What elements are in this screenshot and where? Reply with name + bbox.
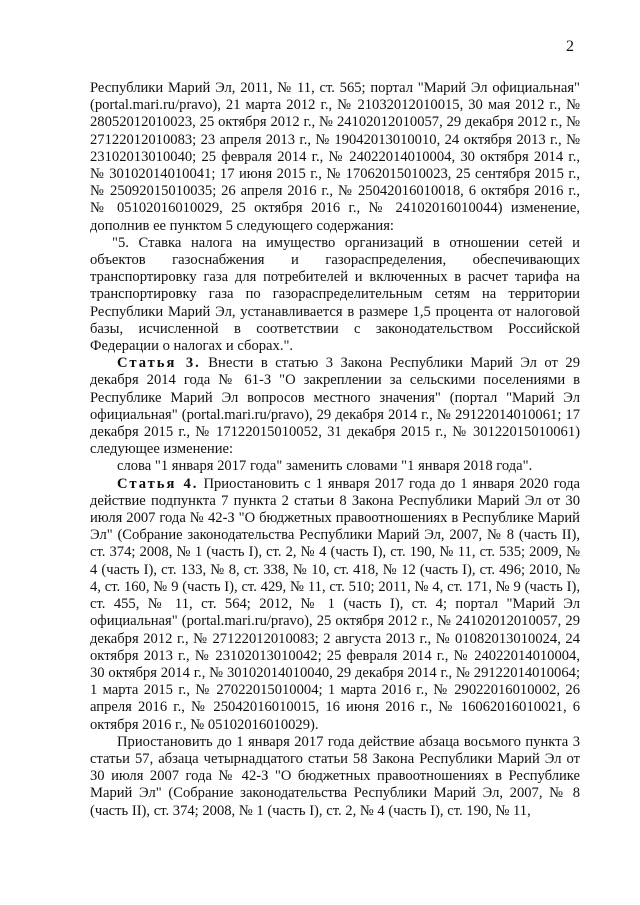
paragraph-continuation: Республики Марий Эл, 2011, № 11, ст. 565; портал "Марий Эл официальная" (portal.mari.ru/pravo), 21 марта 2012 г., № 21032012010015, 30 мая 2012 г., № 28052012010023, 25 октября 2012 г., № 24102012010057, 29 декабря 2012 г., № 27122012010083; 23 апреля 2013 г., № 19042013010010, 24 октября 2013 г., № 23102013010040; 25 февраля 2014 г., № 24022014010004, 30 октября 2014 г., № 30102014010041; 17 июня 2015 г., № 17062015010023, 25 сентября 2015 г., № 25092015010035; 26 апреля 2016 г., № 25042016010018, 6 октября 2016 г., № 05102016010029, 25 октября 2016 г., № 24102016010044) изменение, дополнив ее пунктом 5 следующего содержания: [90, 80, 580, 234]
paragraph-suspension: Приостановить до 1 января 2017 года действие абзаца восьмого пункта 3 статьи 57, абзаца четырнадцатого статьи 58 Закона Республики Марий Эл от 30 июля 2007 года № 42-З "О бюджетных правоотношениях в Республике Марий Эл" (Собрание законодательства Республики Марий Эл, 2007, № 8 (часть II), ст. 374; 2008, № 1 (часть I), ст. 2, № 4 (часть I), ст. 190, № 11, [90, 733, 580, 819]
paragraph-quoted-amendment: "5. Ставка налога на имущество организаций в отношении сетей и объектов газоснабжения и газораспределения, обеспечивающих транспортировку газа для потребителей и включенных в расчет тарифа на транспортировку газа по газораспределительным сетям на территории Республики Марий Эл, устанавливается в размере 1,5 процента от налоговой базы, исчисленной в соответствии с законодательством Российской Федерации о налогах и сборах.". [90, 234, 580, 355]
page-number: 2 [566, 38, 574, 55]
article-3-heading: Статья 3. [117, 355, 201, 372]
paragraph-article-4 [90, 476, 580, 734]
document-body [90, 80, 580, 820]
paragraph-article-3 [90, 355, 580, 458]
article-3-text: Внести в статью 3 Закона Республики Марий Эл от 29 декабря 2014 года № 61-З "О закреплении за сельскими поселениями в Республике Марий Эл вопросов местного значения" (портал "Марий Эл официальная" (portal.mari.ru/pravo), 29 декабря 2014 г., № 29122014010061; 17 декабря 2015 г., № 17122015010052, 31 декабря 2015 г., № 30122015010061) следующее изменение: [90, 355, 580, 458]
paragraph-replacement: слова "1 января 2017 года" заменить словами "1 января 2018 года". [117, 458, 533, 475]
article-4-text: Приостановить с 1 января 2017 года до 1 января 2020 года действие подпункта 7 пункта 2 статьи 8 Закона Республики Марий Эл от 30 июля 2007 года № 42-З "О бюджетных правоотношениях в Республике Марий Эл" (Собрание законодательства Республики Марий Эл, 2007, № 8 (часть II), ст. 374; 2008, № 1 (часть I), ст. 2, № 4 (часть I), ст. 190, № 11, ст. 535; 2009, № 4 (часть I), ст. 133, № 8, ст. 338, № 10, ст. 418, № 12 (часть I), ст. 496; 2010, № 4, ст. 160, № 9 (часть I), ст. 429, № 11, ст. 510; 2011, № 4, ст. 171, № 9 (часть I), ст. 455, № 11, ст. 564; 2012, № 1 (часть I), ст. 4; портал "Марий Эл официальная" (portal.mari.ru/pravo), 25 октября 2012 г., № 24102012010057, 29 декабря 2012 г., № 27122012010083; 2 августа 2013 г., № 01082013010024, 24 октября 2013 г., № 23102013010042; 25 февраля 2014 г., № 24022014010004, 30 октября 2014 г., № 30102014010040, 29 декабря 2014 г., № 29122014010064; 1 марта 2015 г., № 27022015010004; 1 марта 2016 г., № 29022016010002, 26 апреля 2016 г., № 25042016010015, 16 июня 2016 г., № 16062016010021, 6 октября 2016 г., № 05102016010029). [90, 475, 580, 733]
article-4-heading: Статья 4. [117, 475, 199, 492]
